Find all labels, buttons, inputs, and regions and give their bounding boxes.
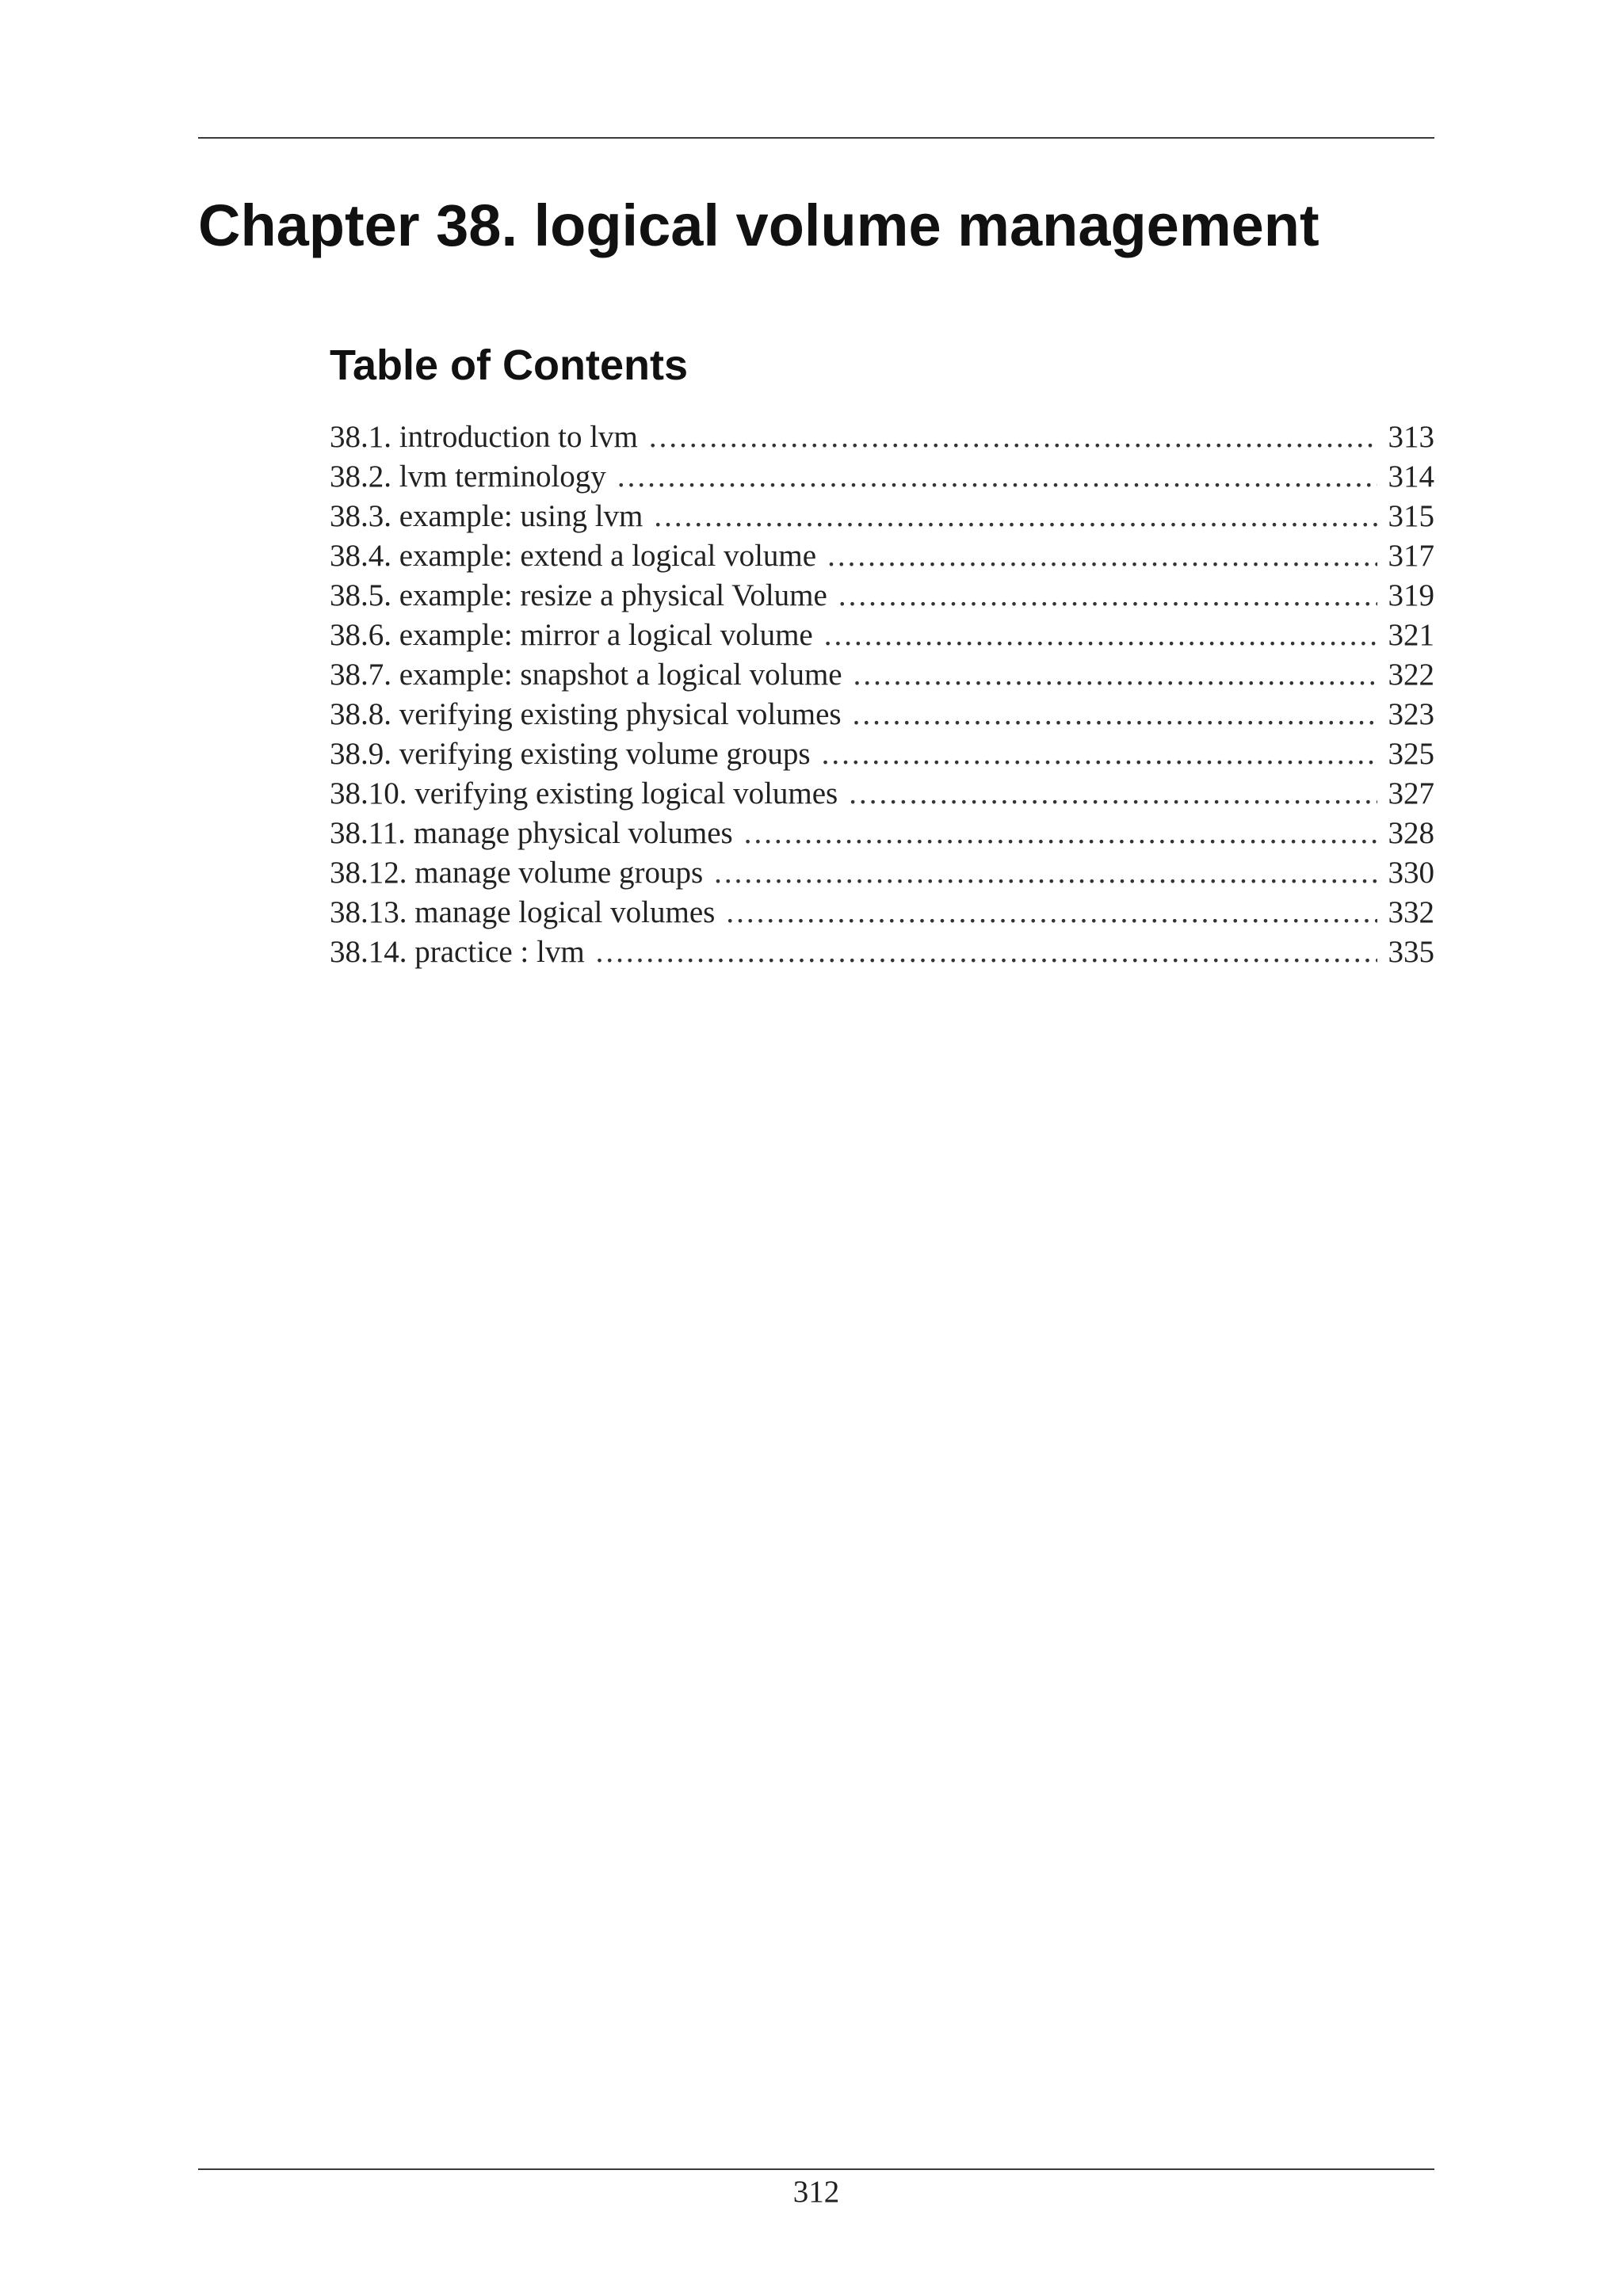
toc-entry-38-12[interactable] [330,853,1434,893]
toc-entry-label[interactable]: 38.3. example: using lvm [330,499,643,533]
footer-rule [198,2168,1434,2170]
toc-entry-38-3[interactable] [330,497,1434,536]
toc-entry-page[interactable]: 328 [1388,816,1434,850]
toc-entry-page[interactable]: 325 [1388,737,1434,771]
toc-entry-38-11[interactable] [330,814,1434,853]
toc-dot-leader [838,576,1377,616]
toc-entry-page[interactable]: 319 [1388,578,1434,612]
toc-dot-leader [827,536,1377,576]
toc-list [330,418,1434,972]
toc-entry-label[interactable]: 38.1. introduction to lvm [330,420,638,454]
toc-entry-page[interactable]: 332 [1388,895,1434,929]
toc-entry-label[interactable]: 38.13. manage logical volumes [330,895,716,929]
toc-entry-label[interactable]: 38.4. example: extend a logical volume [330,539,817,573]
chapter-title: Chapter 38. logical volume management [198,193,1319,258]
toc-entry-page[interactable]: 322 [1388,658,1434,692]
toc-dot-leader [822,734,1377,774]
page-number: 312 [792,2175,840,2209]
toc-entry-38-4[interactable] [330,536,1434,576]
toc-entry-38-8[interactable] [330,695,1434,734]
toc-entry-38-7[interactable] [330,655,1434,695]
toc-entry-38-6[interactable] [330,616,1434,655]
toc-dot-leader [824,616,1377,655]
toc-entry-label[interactable]: 38.6. example: mirror a logical volume [330,618,813,652]
toc-entry-page[interactable]: 313 [1388,420,1434,454]
toc-dot-leader [744,814,1377,853]
toc-entry-38-9[interactable] [330,734,1434,774]
toc-dot-leader [853,695,1377,734]
toc-entry-label[interactable]: 38.12. manage volume groups [330,856,704,890]
toc-entry-page[interactable]: 314 [1388,460,1434,494]
toc-entry-label[interactable]: 38.7. example: snapshot a logical volume [330,658,842,692]
toc-entry-label[interactable]: 38.10. verifying existing logical volumes [330,776,838,810]
toc-entry-page[interactable]: 317 [1388,539,1434,573]
toc-entry-page[interactable]: 315 [1388,499,1434,533]
toc-entry-page[interactable]: 330 [1388,856,1434,890]
toc-dot-leader [649,418,1377,457]
toc-entry-page[interactable]: 321 [1388,618,1434,652]
toc-heading: Table of Contents [330,341,688,389]
toc-dot-leader [654,497,1377,536]
toc-entry-38-1[interactable] [330,418,1434,457]
toc-entry-38-14[interactable] [330,933,1434,972]
toc-dot-leader [714,853,1377,893]
toc-dot-leader [726,893,1377,933]
toc-entry-label[interactable]: 38.2. lvm terminology [330,460,606,494]
toc-entry-page[interactable]: 327 [1388,776,1434,810]
toc-entry-38-10[interactable] [330,774,1434,814]
toc-entry-label[interactable]: 38.14. practice : lvm [330,935,585,969]
toc-dot-leader [854,655,1377,695]
toc-entry-38-13[interactable] [330,893,1434,933]
toc-entry-page[interactable]: 323 [1388,697,1434,731]
toc-entry-label[interactable]: 38.8. verifying existing physical volumes [330,697,842,731]
toc-entry-page[interactable]: 335 [1388,935,1434,969]
toc-entry-38-2[interactable] [330,457,1434,497]
toc-dot-leader [617,457,1377,497]
toc-entry-38-5[interactable] [330,576,1434,616]
toc-dot-leader [596,933,1377,972]
toc-entry-label[interactable]: 38.9. verifying existing volume groups [330,737,811,771]
toc-entry-label[interactable]: 38.11. manage physical volumes [330,816,733,850]
header-rule [198,137,1434,139]
toc-dot-leader [849,774,1377,814]
toc-entry-label[interactable]: 38.5. example: resize a physical Volume [330,578,827,612]
